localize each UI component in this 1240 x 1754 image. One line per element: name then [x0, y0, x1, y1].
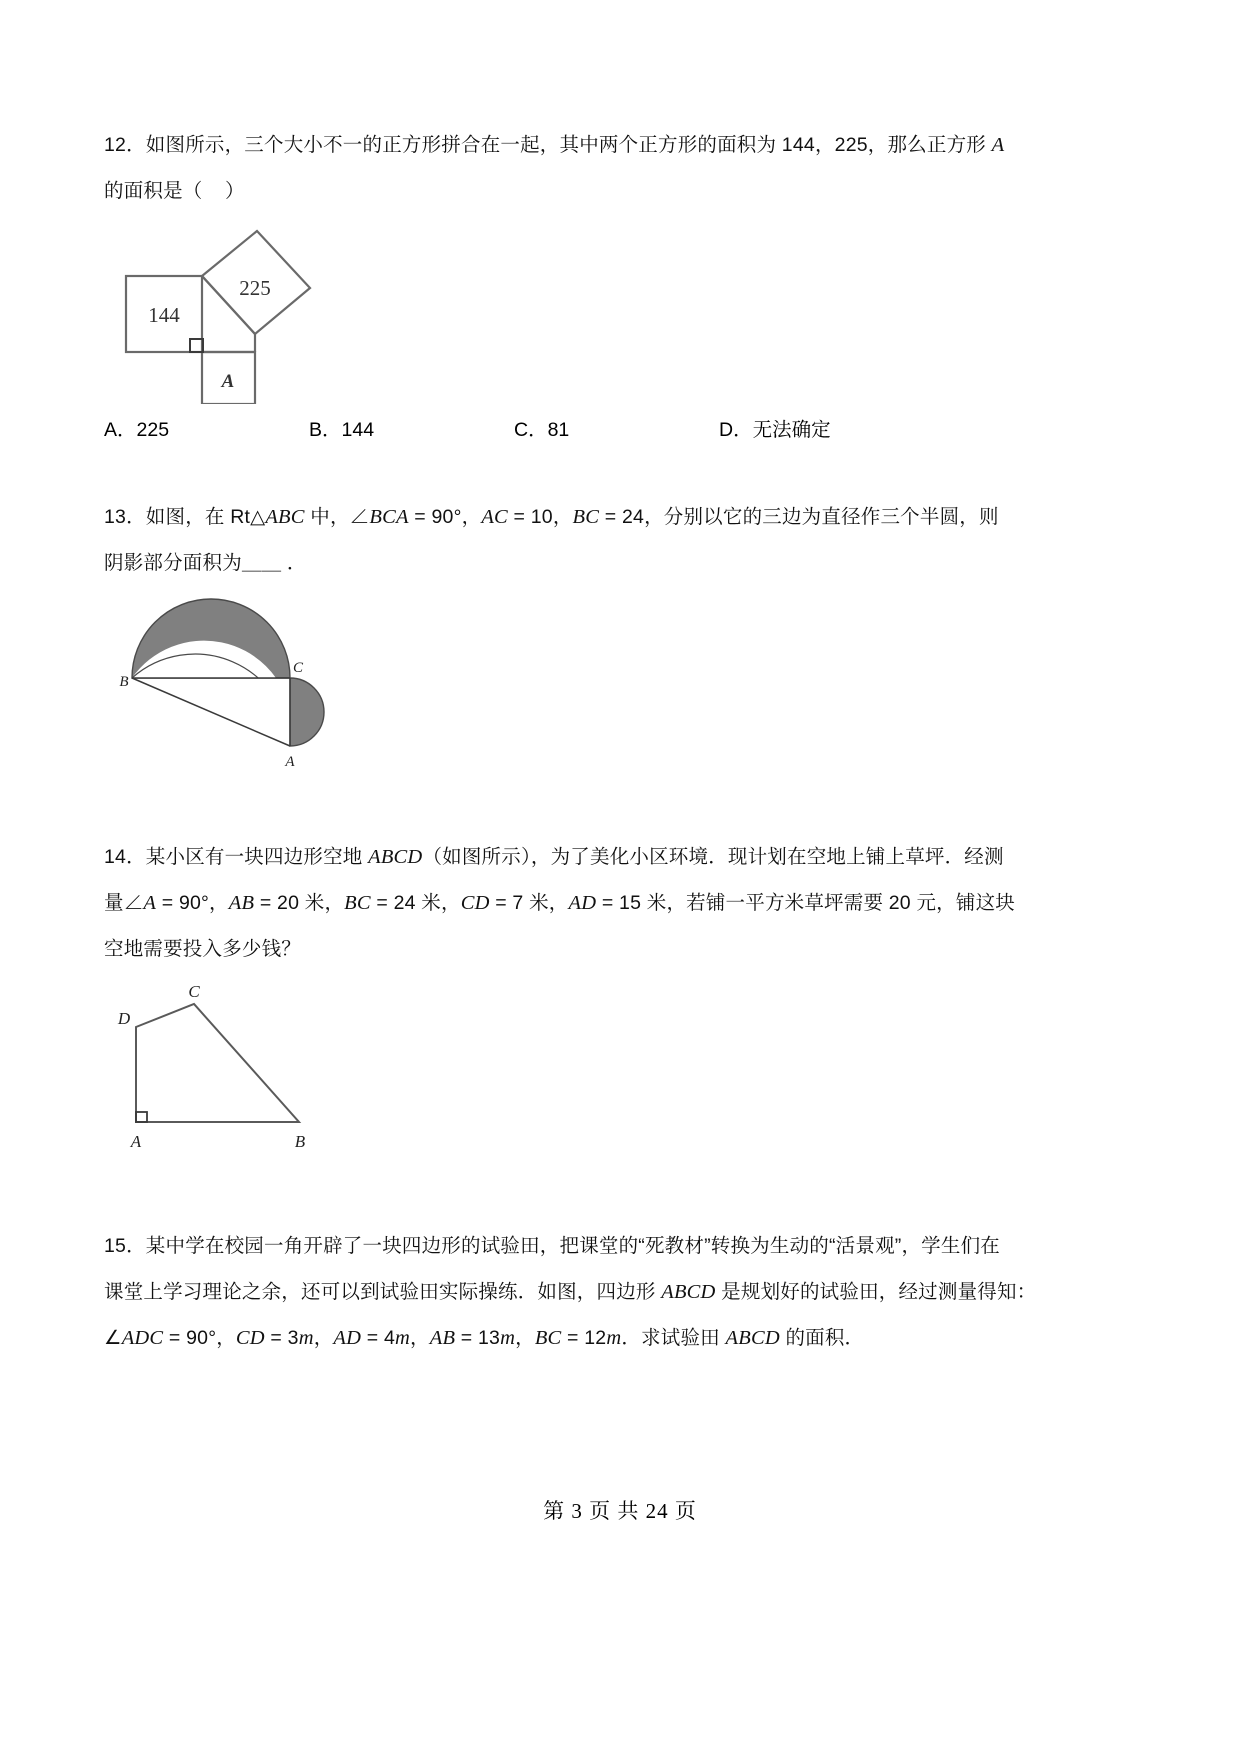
quadrilateral-abcd-figure [114, 982, 1044, 1157]
spacer-13-14 [104, 790, 1044, 834]
q15-l3-m10: 的面积． [779, 1327, 865, 1349]
label-144: 144 [148, 303, 180, 327]
question-12-line-1-text: 12．如图所示，三个大小不一的正方形拼合在一起，其中两个正方形的面积为 144，225，那么正方形 [104, 134, 992, 156]
q15-l2-m1: 是规划好的试验田，经过测量得知： [715, 1281, 1037, 1303]
q14-l2-m3: = 24 米， [370, 892, 461, 914]
q14-ad: AD [568, 892, 597, 914]
q15-l3-m9: ．求试验田 [621, 1327, 726, 1349]
q15-l3-m7: ， [515, 1327, 535, 1349]
q14-l2-m1: = 90°， [156, 892, 229, 914]
label-D: D [117, 1009, 131, 1028]
label-C: C [188, 982, 200, 1001]
q15-adc: ADC [121, 1327, 164, 1349]
q15-l3-m4: = 4 [361, 1327, 396, 1349]
question-12-options [104, 410, 1044, 450]
q15-l3-pre: ∠ [104, 1327, 122, 1349]
label-A: A [285, 754, 295, 770]
question-15-line-2 [104, 1269, 1044, 1315]
q15-abcd: ABCD [661, 1281, 716, 1303]
option-b[interactable]: B．144 [309, 419, 375, 441]
q13-m3: = 10， [507, 506, 573, 528]
question-12-line-2: 的面积是（ ） [104, 180, 245, 202]
label-A: A [130, 1132, 142, 1151]
q13-m1: 中，∠ [304, 506, 370, 528]
q14-l2-m2: = 20 米， [254, 892, 345, 914]
question-14-line-3: 空地需要投入多少钱？ [104, 938, 302, 960]
q15-l3-m6: = 13 [455, 1327, 501, 1349]
q15-l3-m3: ， [313, 1327, 334, 1349]
spacer-14-15 [104, 1161, 1044, 1223]
q13-ac: AC [481, 506, 508, 528]
question-12-label-A: A [991, 134, 1005, 156]
q15-bc: BC [534, 1327, 562, 1349]
q13-abc: ABC [265, 506, 305, 528]
question-13 [104, 494, 1044, 786]
three-squares-figure [114, 224, 1044, 404]
q15-l2-pre: 课堂上学习理论之余，还可以到试验田实际操练．如图，四边形 [104, 1281, 662, 1303]
question-14-line-2 [104, 880, 1044, 926]
page-content [104, 122, 1044, 1361]
question-12-line-1 [104, 122, 1044, 168]
q15-unit4: m [606, 1327, 622, 1349]
option-d[interactable]: D．无法确定 [719, 419, 831, 441]
q13-bca: BCA [369, 506, 409, 528]
label-225: 225 [239, 276, 271, 300]
label-B: B [294, 1132, 306, 1151]
question-13-line-1 [104, 494, 1044, 540]
q14-abcd: ABCD [368, 846, 423, 868]
q15-unit2: m [395, 1327, 411, 1349]
question-15-line-1: 15．某中学在校园一角开辟了一块四边形的试验田，把课堂的“死教材”转换为生动的“活景观”，学生们在 [104, 1235, 1000, 1257]
q15-abcd2: ABCD [725, 1327, 780, 1349]
label-A: A [221, 371, 235, 392]
q13-m2: = 90°， [408, 506, 482, 528]
question-13-line-2: 阴影部分面积为＿＿ ． [104, 552, 307, 574]
question-15 [104, 1223, 1044, 1361]
option-a[interactable]: A．225 [104, 419, 170, 441]
q13-pre: 13．如图，在 Rt△ [104, 506, 266, 528]
q14-bc: BC [344, 892, 371, 914]
q14-pre: 14．某小区有一块四边形空地 [104, 846, 369, 868]
q15-unit3: m [500, 1327, 516, 1349]
question-12 [104, 122, 1044, 450]
q15-l3-m1: = 90°， [163, 1327, 236, 1349]
q15-unit1: m [298, 1327, 314, 1349]
question-14 [104, 834, 1044, 1157]
q14-l2-m4: = 7 米， [489, 892, 569, 914]
q15-l3-m8: = 12 [561, 1327, 607, 1349]
q15-cd: CD [235, 1327, 265, 1349]
q15-ad: AD [333, 1327, 362, 1349]
q14-cd: CD [460, 892, 490, 914]
option-c[interactable]: C．81 [514, 419, 570, 441]
q13-bc: BC [572, 506, 600, 528]
q14-angle-a: A [143, 892, 157, 914]
q13-m4: = 24，分别以它的三边为直径作三个半圆，则 [599, 506, 999, 528]
question-14-line-1 [104, 834, 1044, 880]
three-semicircles-figure [114, 596, 1044, 786]
q14-m1: （如图所示），为了美化小区环境．现计划在空地上铺上草坪．经测 [422, 846, 1004, 868]
label-C: C [292, 660, 304, 676]
q14-l2-pre: 量∠ [104, 892, 144, 914]
q14-ab: AB [228, 892, 255, 914]
q15-l3-m2: = 3 [264, 1327, 299, 1349]
spacer-12-13 [104, 450, 1044, 494]
q14-l2-m5: = 15 米，若铺一平方米草坪需要 20 元，铺这块 [596, 892, 1015, 914]
question-15-line-3 [104, 1315, 1044, 1361]
label-B: B [119, 674, 129, 690]
q15-ab: AB [429, 1327, 456, 1349]
q15-l3-m5: ， [410, 1327, 430, 1349]
page-footer: 第 3 页 共 24 页 [543, 1499, 697, 1523]
